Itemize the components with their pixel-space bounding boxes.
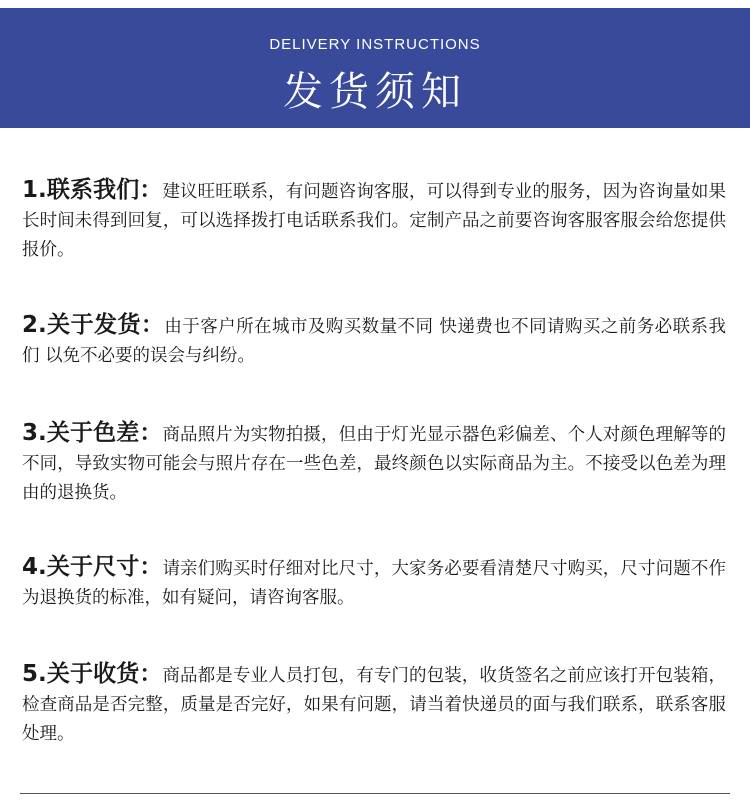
section-title: 4.关于尺寸：	[22, 554, 163, 580]
section-size	[22, 553, 726, 613]
section-title: 5.关于收货：	[22, 661, 163, 687]
section-text: 请亲们购买时仔细对比尺寸，大家务必要看清楚尺寸购买，尺寸问题不作为退换货的标准，如有疑问，请咨询客服。	[22, 559, 726, 608]
header-title: 发货须知	[283, 69, 467, 115]
section-text: 商品都是专业人员打包，有专门的包装，收货签名之前应该打开包装箱，检查商品是否完整，质量是否完好，如果有问题，请当着快递员的面与我们联系，联系客服处理。	[22, 666, 726, 744]
section-shipping	[22, 311, 726, 371]
header-banner	[0, 8, 750, 128]
section-receiving	[22, 660, 726, 749]
footer-divider	[20, 793, 730, 794]
section-text: 由于客户所在城市及购买数量不同 快递费也不同请购买之前务必联系我们 以免不必要的误会与纠纷。	[22, 317, 726, 366]
section-title: 2.关于发货：	[22, 312, 165, 338]
section-color-difference	[22, 419, 726, 508]
section-title: 1.联系我们：	[22, 177, 163, 203]
header-subtitle: DELIVERY INSTRUCTIONS	[269, 36, 481, 53]
section-text: 商品照片为实物拍摄，但由于灯光显示器色彩偏差、个人对颜色理解等的不同，导致实物可能会与照片存在一些色差，最终颜色以实际商品为主。不接受以色差为理由的退换货。	[22, 425, 726, 503]
section-title: 3.关于色差：	[22, 420, 163, 446]
section-text: 建议旺旺联系，有问题咨询客服，可以得到专业的服务，因为咨询量如果长时间未得到回复，可以选择拨打电话联系我们。定制产品之前要咨询客服客服会给您提供报价。	[22, 182, 726, 260]
section-contact	[22, 176, 726, 265]
